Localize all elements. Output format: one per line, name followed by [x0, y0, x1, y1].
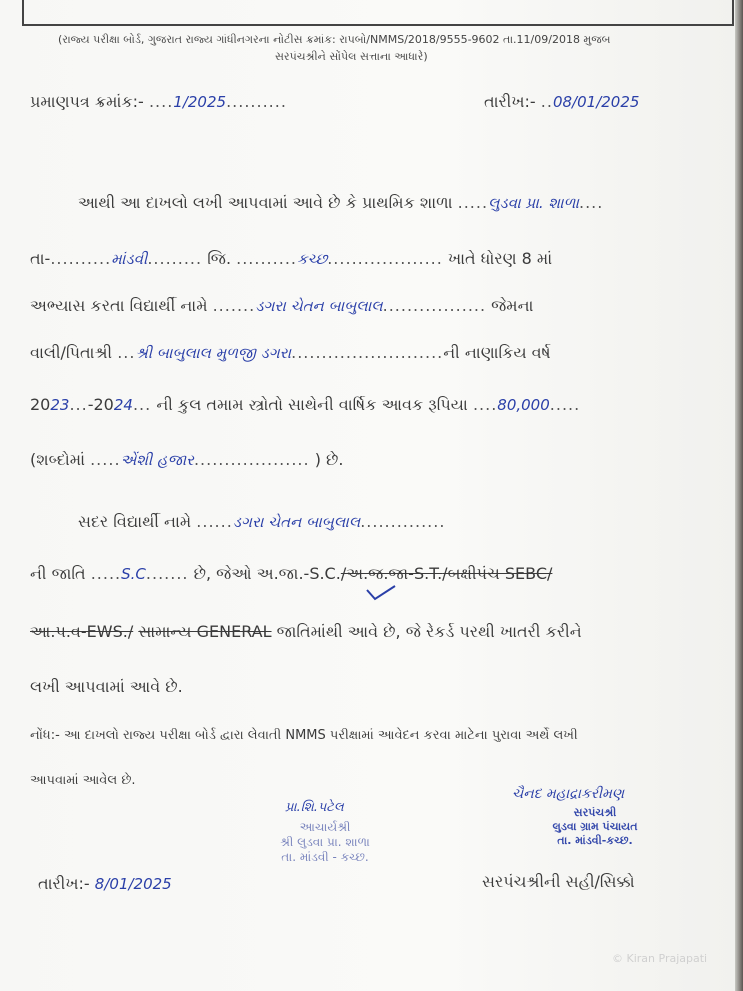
taluka-row: તા-..........માંડવી......... જિ. ..........કચ્છ................... ખાતે ધોરણ 8 માં — [30, 249, 553, 268]
fy-text: ની નાણાકિય વર્ષ — [443, 343, 551, 362]
guardian-row: વાલી/પિતાશ્રી ...શ્રી બાબુલાલ મુળજી ડગરા.........................ની નાણાકિય વર્ષ — [30, 343, 551, 362]
words-value: એંશી હજાર — [120, 451, 194, 469]
district-label: જિ. — [207, 249, 232, 268]
income-row: 2023...-2024... ની કુલ તમામ સ્ત્રોતો સાથેની વાર્ષિક આવક રૂપિયા ....80,000..... — [30, 395, 581, 414]
intro-row: આથી આ દાખલો લખી આપવામાં આવે છે કે પ્રાથમિક શાળા .....લુડવા પ્રા. શાળા.... — [78, 193, 604, 212]
whose-text: જેમના — [491, 296, 534, 315]
option-ews: આ.પ.વ-EWS./ — [30, 622, 134, 641]
guardian-value: શ્રી બાબુલાલ મુળજી ડગરા — [135, 344, 292, 362]
caste-value: S.C — [121, 565, 146, 583]
option-sc: અ.જા.-S.C. — [256, 564, 341, 583]
year-start-prefix: 20 — [30, 395, 51, 414]
option-general: સામાન્ય GENERAL — [138, 622, 272, 641]
cert-number-row: પ્રમાણપત્ર ક્રમાંક:- ....1/2025.......... — [30, 92, 287, 111]
date-label: તારીખ:- — [484, 92, 536, 111]
income-value: 80,000 — [497, 396, 550, 414]
principal-stamp-title: આચાર્યશ્રી — [299, 820, 351, 834]
bottom-date-value: 8/01/2025 — [94, 875, 172, 893]
closing-text: લખી આપવામાં આવે છે. — [30, 677, 183, 696]
note-label: નોંધ:- — [30, 728, 60, 743]
title-box — [22, 0, 734, 26]
page-edge — [735, 0, 743, 991]
principal-stamp-school: શ્રી લુડવા પ્રા. શાળા — [280, 835, 370, 849]
year-end-value: 24 — [113, 396, 133, 414]
guardian-label: વાલી/પિતાશ્રી — [30, 343, 113, 362]
intro-text: આથી આ દાખલો લખી આપવામાં આવે છે કે પ્રાથમિક શાળા — [78, 193, 453, 212]
bottom-date-row — [38, 874, 172, 894]
year-end-prefix: 20 — [93, 395, 114, 414]
sarpanch-signature: ચૈનદ મહાદ્રાકરીમણ — [512, 786, 625, 802]
option-sebc: /બક્ષીપંચ SEBC/ — [442, 564, 553, 583]
sarpanch-stamp-taluka: તા. માંડવી-કચ્છ. — [557, 834, 633, 847]
caste-mid: છે, જેઓ — [193, 564, 252, 583]
student-row: અભ્યાસ કરતા વિદ્યાર્થી નામે .......ડગરા ચેતન બાબુલાલ................. જેમના — [30, 296, 534, 315]
header-note-line2: સરપંચશ્રીને સોંપેલ સત્તાના આધારે) — [275, 50, 428, 63]
year-start-value: 23 — [50, 396, 70, 414]
bottom-date-label: તારીખ:- — [38, 874, 90, 893]
school-value: લુડવા પ્રા. શાળા — [488, 194, 579, 212]
principal-signature: પ્રા.શિ.પટેલ — [285, 800, 344, 815]
words-row: (શબ્દોમાં .....એંશી હજાર................... ) છે. — [30, 450, 344, 469]
option-st: /અ.જ.જા-S.T. — [340, 564, 443, 583]
date-value: 08/01/2025 — [552, 93, 640, 111]
taluka-label: તા- — [30, 249, 51, 268]
check-mark-icon — [365, 584, 397, 602]
caste-row-2 — [30, 622, 582, 642]
cert-number-label: પ્રમાણપત્ર ક્રમાંક:- — [30, 92, 144, 111]
watermark: © Kiran Prajapati — [612, 952, 708, 965]
date-row: તારીખ:- ..08/01/2025 — [484, 92, 640, 111]
standard-text: ખાતે ધોરણ 8 માં — [447, 249, 553, 268]
caste-label: ની જાતિ — [30, 564, 86, 583]
caste-row: ની જાતિ .....S.C....... છે, જેઓ અ.જા.-S.C./અ.જ.જા-S.T./બક્ષીપંચ SEBC/ — [30, 564, 553, 583]
note-line2: આપવામાં આવેલ છે. — [30, 773, 136, 788]
district-value: કચ્છ — [296, 250, 328, 268]
student-row-2: સદર વિદ્યાર્થી નામે ......ડગરા ચેતન બાબુલાલ.............. — [78, 512, 446, 531]
student-label-2: સદર વિદ્યાર્થી નામે — [78, 512, 192, 531]
note-row — [30, 728, 578, 743]
header-note-line1: (રાજ્ય પરીક્ષા બોર્ડ, ગુજરાત રાજ્ય ગાંધીનગરના નોટીસ ક્રમાંક: રાપબો/NMMS/2018/9555-9602 તા.11/09/2018 મુજબ — [58, 33, 611, 46]
words-close: ) છે. — [314, 450, 344, 469]
taluka-value: માંડવી — [111, 250, 148, 268]
student-value-2: ડગરા ચેતન બાબુલાલ — [232, 513, 361, 531]
sarpanch-stamp-panchayat: લુડવા ગ્રામ પંચાયત — [552, 820, 638, 833]
principal-stamp — [250, 820, 400, 865]
sarpanch-stamp — [535, 806, 655, 848]
income-text: ની કુલ તમામ સ્ત્રોતો સાથેની વાર્ષિક આવક રૂપિયા — [156, 395, 468, 414]
note-line1: આ દાખલો રાજ્ય પરીક્ષા બોર્ડ દ્વારા લેવાતી NMMS પરીક્ષામાં આવેદન કરવા માટેના પુરાવા અર્થે લખી — [63, 728, 578, 743]
words-label: (શબ્દોમાં — [30, 450, 85, 469]
caste-tail: જાતિમાંથી આવે છે, જે રેકર્ડ પરથી ખાતરી કરીને — [276, 622, 582, 641]
cert-number-value: 1/2025 — [173, 93, 227, 111]
student-label: અભ્યાસ કરતા વિદ્યાર્થી નામે — [30, 296, 208, 315]
principal-stamp-taluka: તા. માંડવી - કચ્છ. — [281, 850, 369, 864]
sarpanch-stamp-title: સરપંચશ્રી — [573, 806, 617, 819]
sarpanch-label: સરપંચશ્રીની સહી/સિક્કો — [482, 872, 635, 891]
student-value: ડગરા ચેતન બાબુલાલ — [255, 297, 383, 315]
